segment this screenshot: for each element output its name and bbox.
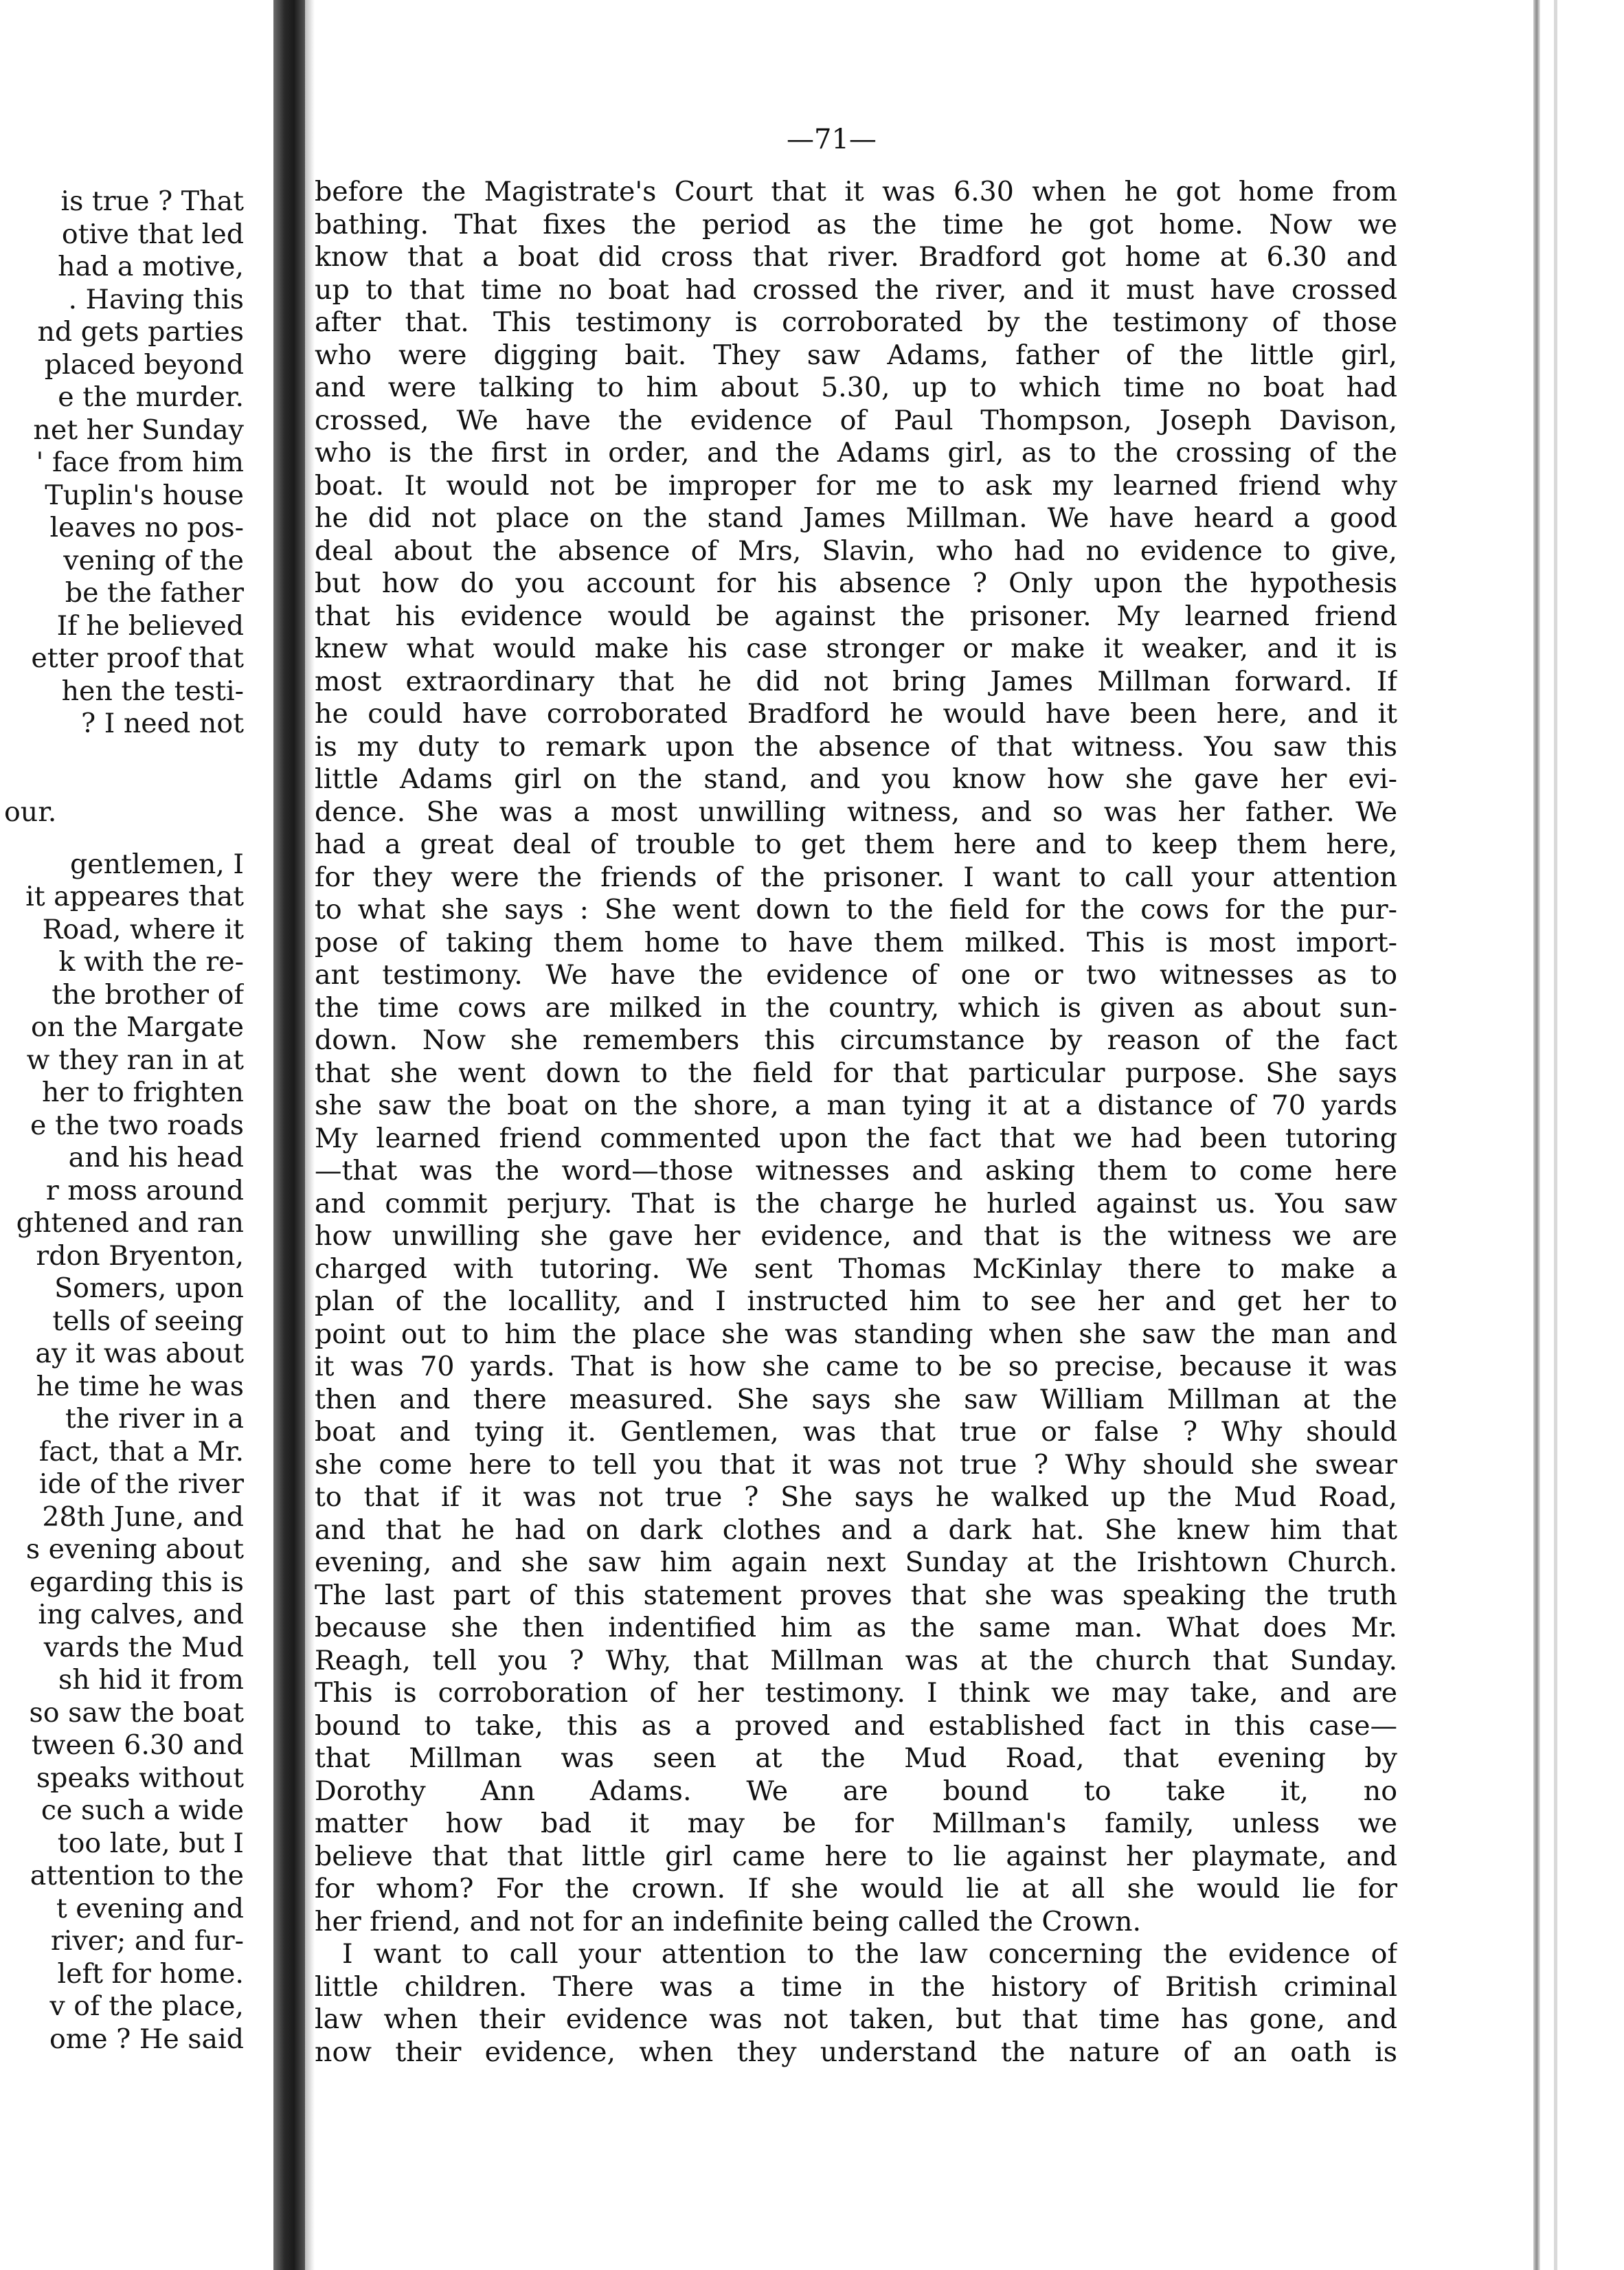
paragraph-line: and that he had on dark clothes and a dark hat. She knew him that: [315, 1514, 1397, 1546]
paragraph-line: Reagh, tell you ? Why, that Millman was at the church that Sunday.: [315, 1644, 1397, 1676]
left-column-line: ? I need not: [80, 708, 244, 739]
paragraph-line: that Millman was seen at the Mud Road, that evening by: [315, 1742, 1397, 1774]
left-column-line: the river in a: [65, 1403, 244, 1435]
paragraph-line: to what she says : She went down to the field for the cows for the pur-: [315, 894, 1397, 925]
paragraph-line: deal about the absence of Mrs, Slavin, who had no evidence to give,: [315, 535, 1397, 567]
paragraph-line: who were digging bait. They saw Adams, father of the little girl,: [315, 339, 1397, 371]
paragraph-line: before the Magistrate's Court that it was 6.30 when he got home from: [315, 176, 1397, 207]
book-gutter: [273, 0, 305, 2270]
left-column-line: otive that led: [61, 218, 244, 250]
left-column-line: egarding this is: [30, 1566, 244, 1598]
paragraph-line: dence. She was a most unwilling witness, and so was her father. We: [315, 796, 1397, 828]
left-column-line: If he believed: [56, 609, 244, 642]
paragraph-line: pose of taking them home to have them milked. This is most import-: [315, 926, 1397, 958]
left-column-bottom-lines: [0, 849, 244, 2056]
left-column-line: sh hid it from: [58, 1664, 244, 1696]
paragraph-line: who is the first in order, and the Adams girl, as to the crossing of the: [315, 437, 1397, 469]
paragraph-line: the time cows are milked in the country, which is given as about sun-: [315, 991, 1397, 1024]
left-column-line: too late, but I: [57, 1827, 244, 1859]
left-column-top-lines: [0, 186, 244, 741]
paragraph-line: she come here to tell you that it was not true ? Why should she swear: [315, 1448, 1397, 1481]
paragraph-line: he could have corroborated Bradford he would have been here, and it: [315, 698, 1397, 730]
left-column-line: fact, that a Mr.: [38, 1435, 244, 1468]
paragraph-line: law when their evidence was not taken, but that time has gone, and: [315, 2003, 1397, 2035]
left-column-line: and his head: [68, 1142, 244, 1173]
paragraph-line: that his evidence would be against the prisoner. My learned friend: [315, 600, 1397, 632]
left-column-line: on the Margate: [31, 1011, 244, 1043]
paragraph-line: little Adams girl on the stand, and you know how she gave her evi-: [315, 763, 1397, 795]
left-column-line: e the murder.: [58, 381, 244, 413]
paragraph-line: knew what would make his case stronger or make it weaker, and it is: [315, 633, 1397, 664]
paragraph-line: know that a boat did cross that river. Bradford got home at 6.30 and: [315, 241, 1397, 273]
left-column-line: leaves no pos-: [49, 512, 244, 543]
left-column-line: her to frighten: [41, 1077, 244, 1108]
paragraph-line: Dorothy Ann Adams. We are bound to take it, no: [315, 1775, 1397, 1807]
paragraph-line: bound to take, this as a proved and established fact in this case—: [315, 1709, 1397, 1742]
left-column-line: attention to the: [30, 1860, 244, 1891]
left-column-line: Road, where it: [42, 913, 244, 945]
left-column-line: vards the Mud: [43, 1631, 244, 1663]
left-column-line: be the father: [65, 577, 244, 609]
paragraph-line: boat. It would not be improper for me to ask my learned friend why: [315, 469, 1397, 502]
left-column-line: placed beyond: [44, 348, 244, 381]
paragraph-line: My learned friend commented upon the fact that we had been tutoring: [315, 1122, 1397, 1154]
left-column-line: he time he was: [36, 1370, 244, 1402]
paragraph-line: little children. There was a time in the history of British criminal: [315, 1970, 1397, 2003]
left-column-line: left for home.: [57, 1957, 244, 1990]
paragraph-line: is my duty to remark upon the absence of that witness. You saw this: [315, 730, 1397, 763]
left-column-line: net her Sunday: [33, 414, 244, 446]
paragraph-line: The last part of this statement proves that she was speaking the truth: [315, 1579, 1397, 1611]
left-column-line: ' face from him: [36, 447, 244, 478]
left-column-line: r moss around: [45, 1174, 244, 1206]
left-column-line: had a motive,: [58, 251, 244, 282]
paragraph-1: [315, 176, 1397, 1938]
paragraph-line: because she then indentified him as the same man. What does Mr.: [315, 1612, 1397, 1643]
left-column-line: ay it was about: [35, 1338, 244, 1369]
left-column-line: nd gets parties: [37, 316, 244, 348]
left-column-line: tells of seeing: [52, 1305, 244, 1337]
left-column-line: speaks without: [36, 1762, 244, 1794]
paragraph-line: and commit perjury. That is the charge he hurled against us. You saw: [315, 1187, 1397, 1220]
page-edge: [1533, 0, 1540, 2270]
left-column-line: the brother of: [52, 978, 244, 1011]
paragraph-line: up to that time no boat had crossed the river, and it must have crossed: [315, 273, 1397, 306]
paragraph-line: then and there measured. She says she saw William Millman at the: [315, 1383, 1397, 1415]
left-column-line: it appeares that: [25, 881, 244, 912]
left-column-line: ce such a wide: [41, 1795, 244, 1826]
paragraph-line: had a great deal of trouble to get them here and to keep them here,: [315, 829, 1397, 860]
main-text-column: [315, 176, 1397, 2069]
paragraph-line: believe that that little girl came here to lie against her playmate, and: [315, 1840, 1397, 1872]
page-edge-outer: [1554, 0, 1557, 2270]
left-column-spacer: [0, 835, 244, 849]
left-column-line: e the two roads: [30, 1109, 244, 1141]
left-column-line: so saw the boat: [29, 1696, 244, 1729]
paragraph-line: I want to call your attention to the law concerning the evidence of: [342, 1938, 1397, 1970]
left-column-line: tween 6.30 and: [31, 1729, 244, 1761]
left-column-line: ome ? He said: [49, 2023, 244, 2055]
left-column-line: ghtened and ran: [16, 1207, 244, 1239]
paragraph-line: she saw the boat on the shore, a man tying it at a distance of 70 yards: [315, 1090, 1397, 1121]
left-column-line: etter proof that: [31, 642, 244, 674]
paragraph-line: down. Now she remembers this circumstance by reason of the fact: [315, 1024, 1397, 1056]
left-column-line: is true ? That: [60, 186, 244, 217]
paragraph-line: This is corroboration of her testimony. I think we may take, and are: [315, 1677, 1397, 1709]
paragraph-line: matter how bad it may be for Millman's family, unless we: [315, 1808, 1397, 1839]
paragraph-line: bathing. That fixes the period as the time he got home. Now we: [315, 208, 1397, 240]
paragraph-line: charged with tutoring. We sent Thomas McKinlay there to make a: [315, 1252, 1397, 1285]
paragraph-line: most extraordinary that he did not bring James Millman forward. If: [315, 665, 1397, 697]
left-column-line: s evening about: [25, 1533, 244, 1565]
left-column-line: w they ran in at: [26, 1044, 244, 1076]
paragraph-line: but how do you account for his absence ? Only upon the hypothesis: [315, 568, 1397, 599]
paragraph-line: evening, and she saw him again next Sunday at the Irishtown Church.: [315, 1547, 1397, 1578]
paragraph-line: that she went down to the field for that particular purpose. She says: [315, 1057, 1397, 1089]
paragraph-line: crossed, We have the evidence of Paul Thompson, Joseph Davison,: [315, 404, 1397, 436]
left-column-line: Somers, upon: [54, 1272, 244, 1304]
left-column-line: t evening and: [56, 1892, 244, 1924]
left-column-line: Tuplin's house: [45, 479, 244, 511]
paragraph-line: and were talking to him about 5.30, up to which time no boat had: [315, 372, 1397, 403]
paragraph-line: he did not place on the stand James Millman. We have heard a good: [315, 502, 1397, 534]
left-column-line: v of the place,: [49, 1990, 244, 2022]
gutter-shadow: [305, 0, 315, 2270]
left-column-line: ide of the river: [38, 1468, 244, 1500]
paragraph-line: point out to him the place she was standing when she saw the man and: [315, 1318, 1397, 1350]
paragraph-line: her friend, and not for an indefinite being called the Crown.: [315, 1905, 1142, 1937]
paragraph-line: after that. This testimony is corroborated by the testimony of those: [315, 306, 1397, 338]
paragraph-line: for they were the friends of the prisoner. I want to call your attention: [315, 861, 1397, 893]
paragraph-line: —that was the word—those witnesses and asking them to come here: [315, 1155, 1397, 1187]
paragraph-line: for whom? For the crown. If she would lie at all she would lie for: [315, 1873, 1397, 1904]
paragraph-2: [315, 1938, 1397, 2069]
page-number: —71—: [787, 124, 877, 155]
paragraph-line: now their evidence, when they understand the nature of an oath is: [315, 2036, 1397, 2068]
paragraph-line: boat and tying it. Gentlemen, was that true or false ? Why should: [315, 1416, 1397, 1448]
paragraph-line: plan of the locallity, and I instructed him to see her and get her to: [315, 1285, 1397, 1317]
left-column-line: . Having this: [68, 283, 244, 315]
paragraph-line: to that if it was not true ? She says he walked up the Mud Road,: [315, 1481, 1397, 1513]
paragraph-line: how unwilling she gave her evidence, and that is the witness we are: [315, 1220, 1397, 1252]
left-column-line: hen the testi-: [61, 675, 244, 707]
left-column-spacer: [0, 741, 244, 789]
paragraph-line: it was 70 yards. That is how she came to be so precise, because it was: [315, 1351, 1397, 1382]
left-column-line: river; and fur-: [50, 1925, 244, 1957]
paragraph-line: ant testimony. We have the evidence of one or two witnesses as to: [315, 959, 1397, 991]
left-page-column-fragment: [0, 186, 244, 2056]
left-column-heading: our.: [4, 796, 57, 828]
left-column-line: gentlemen, I: [70, 848, 244, 880]
left-column-line: ing calves, and: [38, 1599, 244, 1630]
left-column-line: 28th June, and: [42, 1501, 244, 1533]
left-column-line: vening of the: [63, 544, 244, 576]
left-column-line: rdon Bryenton,: [36, 1239, 244, 1272]
left-column-line: k with the re-: [58, 946, 244, 978]
